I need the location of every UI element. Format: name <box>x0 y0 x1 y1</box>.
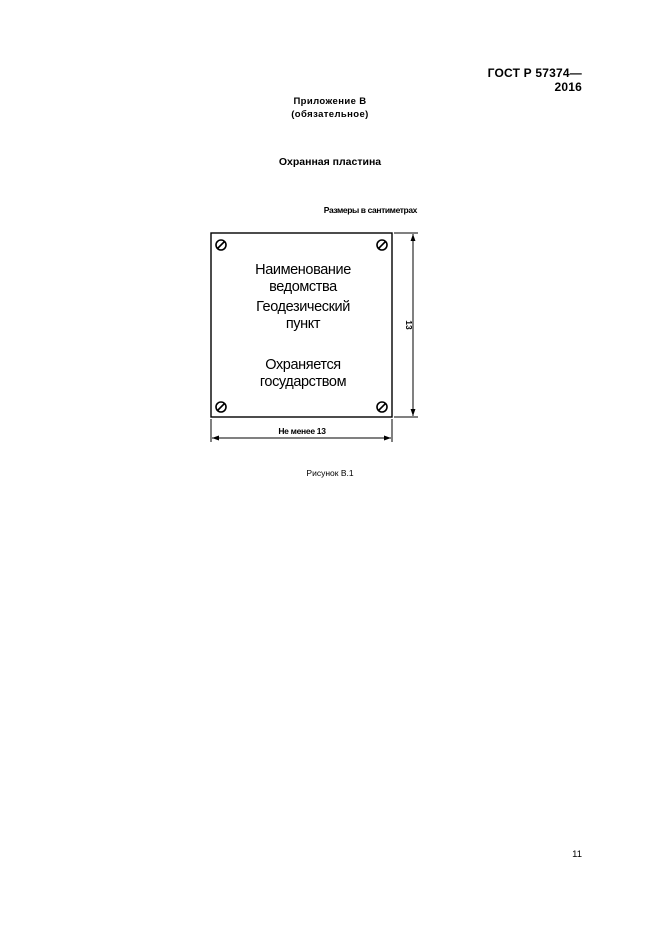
screw-icon <box>377 402 387 412</box>
document-number: ГОСТ Р 57374—2016 <box>487 66 582 94</box>
annex-status: (обязательное) <box>291 109 369 120</box>
screw-icon <box>216 240 226 250</box>
height-dimension-label: 13 <box>404 320 414 330</box>
width-dimension-label: Не менее 13 <box>278 426 326 436</box>
plate-text-line: Охраняется <box>265 357 341 373</box>
page-number: 11 <box>572 849 582 860</box>
plate-text-line: пункт <box>285 316 321 332</box>
figure-caption: Рисунок В.1 <box>306 468 354 478</box>
plate-text-line: Геодезический <box>256 299 350 315</box>
screw-icon <box>216 402 226 412</box>
section-title: Охранная пластина <box>278 156 382 168</box>
annex-label: Приложение В <box>293 96 367 107</box>
plate-text-line: Наименование <box>255 262 351 278</box>
screw-icon <box>377 240 387 250</box>
plate-text-line: государством <box>259 374 347 390</box>
units-note: Размеры в сантиметрах <box>323 205 417 215</box>
plate-text-line: ведомства <box>269 279 337 295</box>
